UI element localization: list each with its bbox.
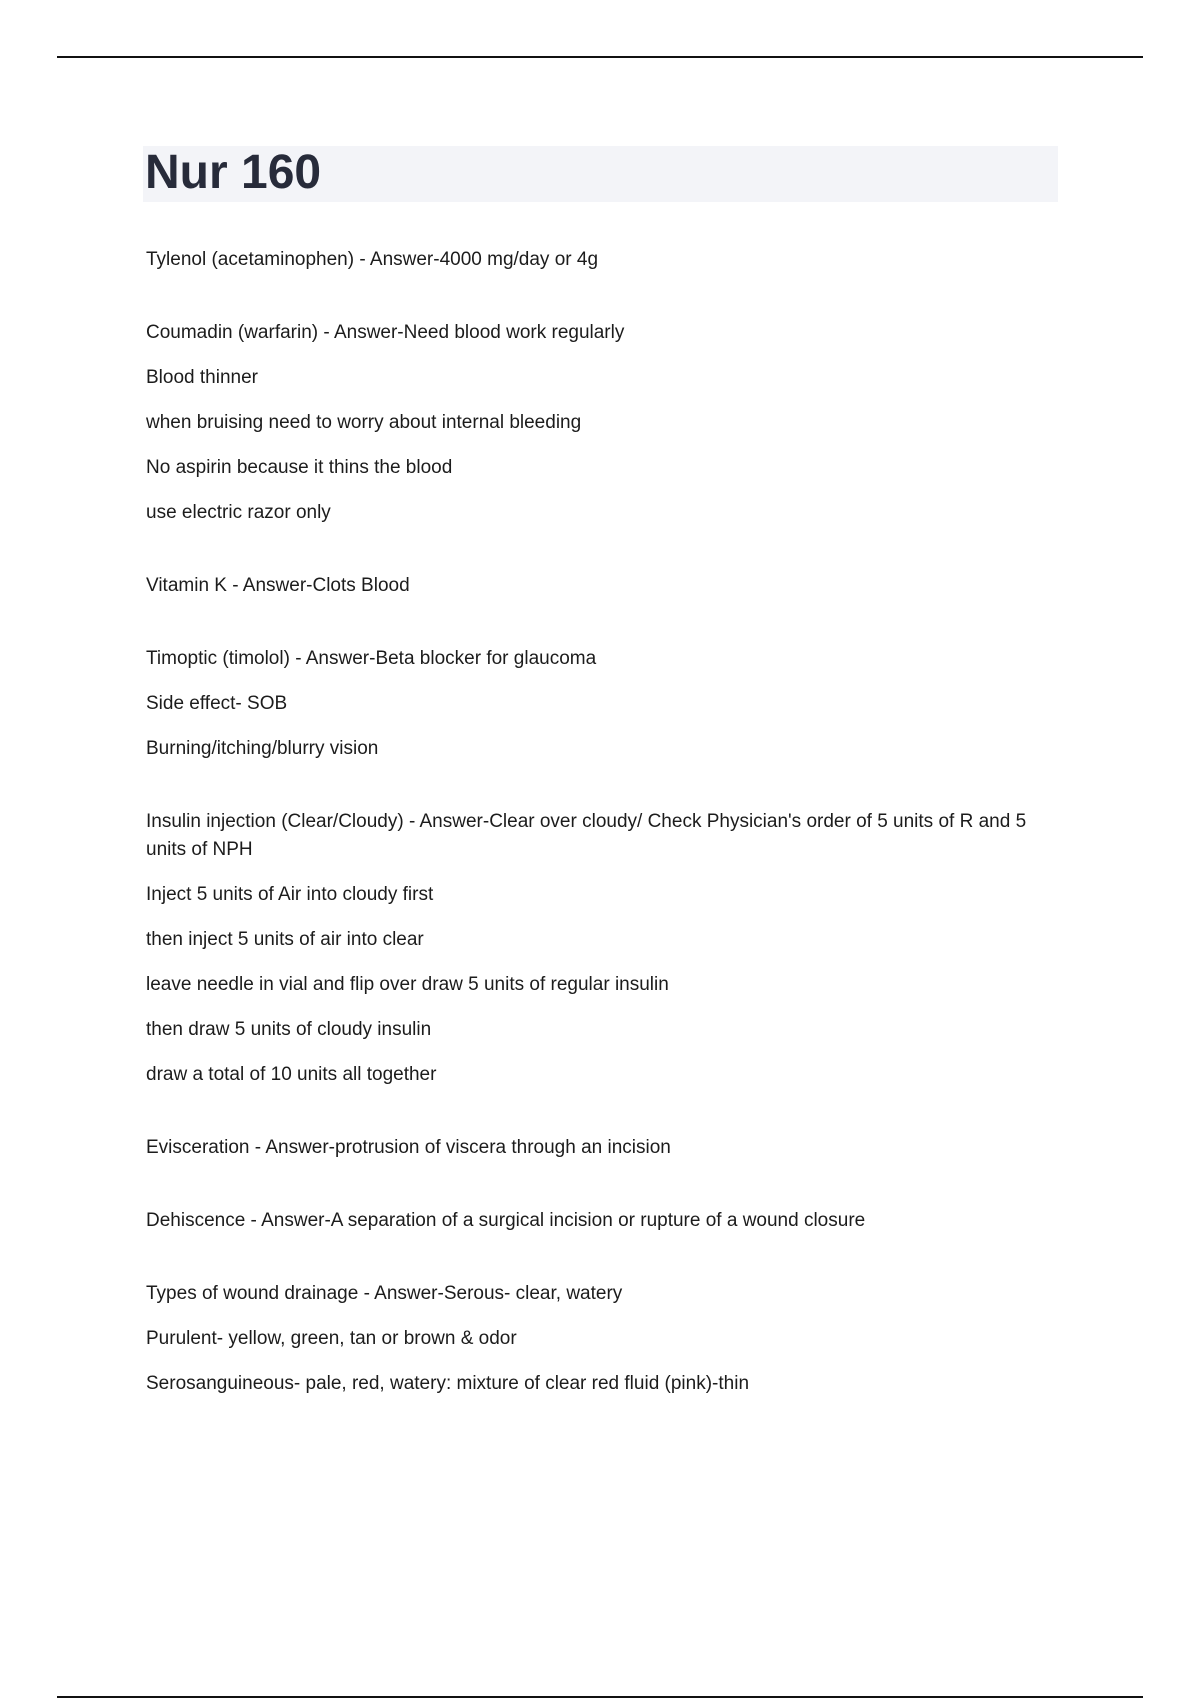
entry-line: when bruising need to worry about internal bleeding bbox=[146, 412, 582, 433]
entry-line: Insulin injection (Clear/Cloudy) - Answer-Clear over cloudy/ Check Physician's order of 5 units of R and 5 units of NPH bbox=[146, 811, 1027, 860]
entry-line: Timoptic (timolol) - Answer-Beta blocker for glaucoma bbox=[146, 648, 597, 669]
qa-entry-dehiscence bbox=[146, 1207, 1046, 1235]
qa-entry-evisceration bbox=[146, 1134, 1046, 1162]
entry-line: Dehiscence - Answer-A separation of a surgical incision or rupture of a wound closure bbox=[146, 1210, 866, 1231]
entry-line: Burning/itching/blurry vision bbox=[146, 738, 379, 759]
qa-entry-timoptic bbox=[146, 645, 1046, 763]
qa-entry-wound-drainage bbox=[146, 1280, 1046, 1398]
entry-line: Blood thinner bbox=[146, 367, 258, 388]
qa-entry-coumadin bbox=[146, 319, 1046, 527]
entry-line: then draw 5 units of cloudy insulin bbox=[146, 1019, 432, 1040]
page-title: Nur 160 bbox=[145, 146, 322, 199]
qa-entry-vitamin-k bbox=[146, 572, 1046, 600]
entry-line: use electric razor only bbox=[146, 502, 331, 523]
entry-line: No aspirin because it thins the blood bbox=[146, 457, 453, 478]
qa-entry-tylenol bbox=[146, 246, 1046, 274]
entry-line: draw a total of 10 units all together bbox=[146, 1064, 437, 1085]
entry-line: Side effect- SOB bbox=[146, 693, 288, 714]
qa-entry-insulin bbox=[146, 808, 1046, 1089]
document-body bbox=[146, 246, 1046, 1398]
bottom-divider bbox=[57, 1696, 1143, 1698]
entry-line: Tylenol (acetaminophen) - Answer-4000 mg/day or 4g bbox=[146, 249, 599, 270]
top-divider bbox=[57, 56, 1143, 58]
entry-line: Types of wound drainage - Answer-Serous- clear, watery bbox=[146, 1283, 623, 1304]
entry-line: Inject 5 units of Air into cloudy first bbox=[146, 884, 434, 905]
entry-line: then inject 5 units of air into clear bbox=[146, 929, 424, 950]
entry-line: Coumadin (warfarin) - Answer-Need blood work regularly bbox=[146, 322, 625, 343]
entry-line: Serosanguineous- pale, red, watery: mixture of clear red fluid (pink)-thin bbox=[146, 1373, 750, 1394]
entry-line: leave needle in vial and flip over draw 5 units of regular insulin bbox=[146, 974, 669, 995]
entry-line: Purulent- yellow, green, tan or brown & odor bbox=[146, 1328, 517, 1349]
entry-line: Evisceration - Answer-protrusion of viscera through an incision bbox=[146, 1137, 671, 1158]
entry-line: Vitamin K - Answer-Clots Blood bbox=[146, 575, 410, 596]
